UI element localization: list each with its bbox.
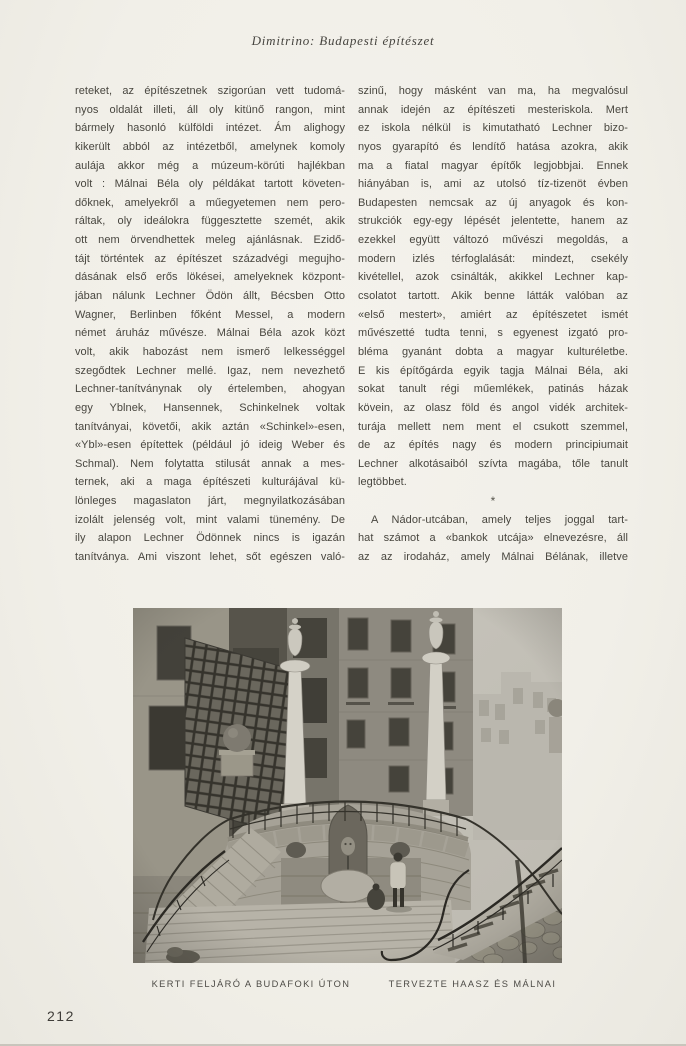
text-line: ma a fiatal magyar építők legjobbjai. Ennek bbox=[358, 159, 628, 172]
text-line: sokat tanult régi műemlékek, patinás házak bbox=[358, 383, 628, 396]
text-line: legtöbbet. bbox=[358, 476, 407, 489]
text-line: ez iskola nélkül is kimutatható Lechner bizo- bbox=[358, 122, 628, 135]
text-line: dásának első erős lökései, amelyeknek központ- bbox=[75, 271, 345, 284]
text-line: csolatot tartott. Akik benne látták valóban az bbox=[358, 290, 628, 303]
text-line: turája mellett nem ment el csukott szemmel, bbox=[358, 420, 628, 433]
text-line: kivétellel, azok csinálták, akikkel Lechner kap- bbox=[358, 271, 628, 284]
text-line: A Nádor-utcában, amely teljes joggal tart- bbox=[371, 513, 628, 526]
text-line: Budapesten nemcsak az új anyagok és kon- bbox=[358, 196, 628, 209]
text-line: ily alapon Lechner Ödönnek nincs is igazán bbox=[75, 532, 345, 545]
page-number: 212 bbox=[47, 1008, 75, 1024]
text-line: szinű, hogy másként van ma, ha megvalósul bbox=[358, 85, 628, 97]
text-line: tanítványai, követői, akik aztán «Schinkel»-esen, bbox=[75, 420, 345, 433]
text-line: reteket, az építészetnek szigorúan vett tudomá- bbox=[75, 85, 345, 97]
right-column bbox=[358, 82, 628, 567]
text-line: kikerült abból az intézetből, amelynek komoly bbox=[75, 140, 345, 153]
text-line: bléma gyanánt dobta a magyar kulturéletbe. bbox=[358, 345, 628, 358]
text-line: nyos oldalát illeti, áll oly kitünő rangon, mint bbox=[75, 103, 345, 116]
text-line: az az irodaház, amely Málnai Bélának, illetve bbox=[358, 551, 628, 564]
figure-photo bbox=[133, 608, 562, 963]
paragraph-continuation bbox=[358, 82, 628, 473]
paragraph bbox=[358, 529, 628, 566]
text-line: ráltak, oly ideálokra függesztette szemét, akik bbox=[75, 215, 345, 228]
text-line: egy Yblnek, Hansennek, Schinkelnek voltak bbox=[75, 401, 345, 414]
text-line: Schmal). Nem folytatta stilusát annak a mes- bbox=[75, 457, 345, 470]
text-line: német áruház művésze. Málnai Béla azok közt bbox=[75, 327, 345, 340]
running-head: Dimitrino: Budapesti építészet bbox=[251, 33, 435, 48]
text-line: volt, akik habozást nem ismerő lelkességgel bbox=[75, 345, 345, 358]
text-line: ott nem örvendhettek meleg ajánlásnak. Ezidő- bbox=[75, 234, 345, 247]
text-line: hiányában is, ami az utolsó tíz-tizenöt évben bbox=[358, 178, 628, 191]
photo-vignette bbox=[133, 608, 562, 963]
left-column bbox=[75, 82, 345, 567]
text-line: izolált jelenség volt, mint valami tünemény. De bbox=[75, 513, 345, 526]
text-line: dőknek, amelyekről a műegyetemen nem pero- bbox=[75, 196, 345, 209]
text-line: «Ybl»-esen építettek (például jó ideig Weber és bbox=[75, 439, 345, 452]
text-line: aulája akkor még a múzeum-körúti hajlékban bbox=[75, 159, 345, 172]
stairway-photo-illustration bbox=[133, 608, 562, 963]
text-line: annak idején az építészeti mesteriskola. Mert bbox=[358, 103, 628, 116]
text-line: kövein, az olasz föld és angol vidék architek- bbox=[358, 401, 628, 414]
text-line: ternek, aki a maga építészeti kulturájával kü- bbox=[75, 476, 345, 489]
text-line: E kis építőgárda egyik tagja Málnai Béla, aki bbox=[358, 364, 628, 377]
text-line: ezekkel együtt változó művészi megoldás, a bbox=[358, 234, 628, 247]
figure-captions bbox=[133, 979, 562, 993]
text-line: Lechner alkotásaiból szívta magába, tőle tanult bbox=[358, 457, 628, 470]
section-separator: * bbox=[490, 494, 496, 509]
text-line: «első mestert», amiért az építészetet ismét bbox=[358, 308, 628, 321]
text-line: Wagner, Berlinben főként Messel, a modern bbox=[75, 308, 345, 321]
text-line: tanítványa. Ami viszont lehet, sőt egészen való- bbox=[75, 551, 345, 564]
text-line: nyos gyarapító és lendítő hatása azokra, akik bbox=[358, 140, 628, 153]
text-line: művészetté tudta tenni, s egyenest izgató pro- bbox=[358, 327, 628, 340]
text-line: szegődtek Lechner mellé. Igaz, nem nevezhető bbox=[75, 364, 345, 377]
text-line: hat számot a «bankok utcája» elnevezésre, áll bbox=[358, 532, 628, 545]
text-line: tájt történtek az építészet századvégi megujho- bbox=[75, 252, 345, 265]
text-line: jában nálunk Lechner Ödön állt, Bécsben Otto bbox=[75, 290, 345, 303]
text-line: bármely hasonló külföldi intézet. Ám alighogy bbox=[75, 122, 345, 135]
text-line: modern izlés térfoglalását: mindezt, csekély bbox=[358, 252, 628, 265]
text-line: lönleges magaslaton járt, megnyilatkozásában bbox=[75, 495, 345, 508]
caption-credit: TERVEZTE HAASZ ÉS MÁLNAI bbox=[388, 979, 557, 989]
text-line: Lechner-tanítványnak oly értelemben, ahogyan bbox=[75, 383, 345, 396]
caption-title: KERTI FELJÁRÓ A BUDAFOKI ÚTON bbox=[151, 979, 351, 989]
text-line: strukciók egy-egy lépését jelentette, hanem az bbox=[358, 215, 628, 228]
article-body bbox=[75, 82, 628, 567]
text-line: volt : Málnai Béla oly példákat tartott követen- bbox=[75, 178, 345, 191]
text-line: de az építés nagy és modern principiumait bbox=[358, 439, 628, 452]
